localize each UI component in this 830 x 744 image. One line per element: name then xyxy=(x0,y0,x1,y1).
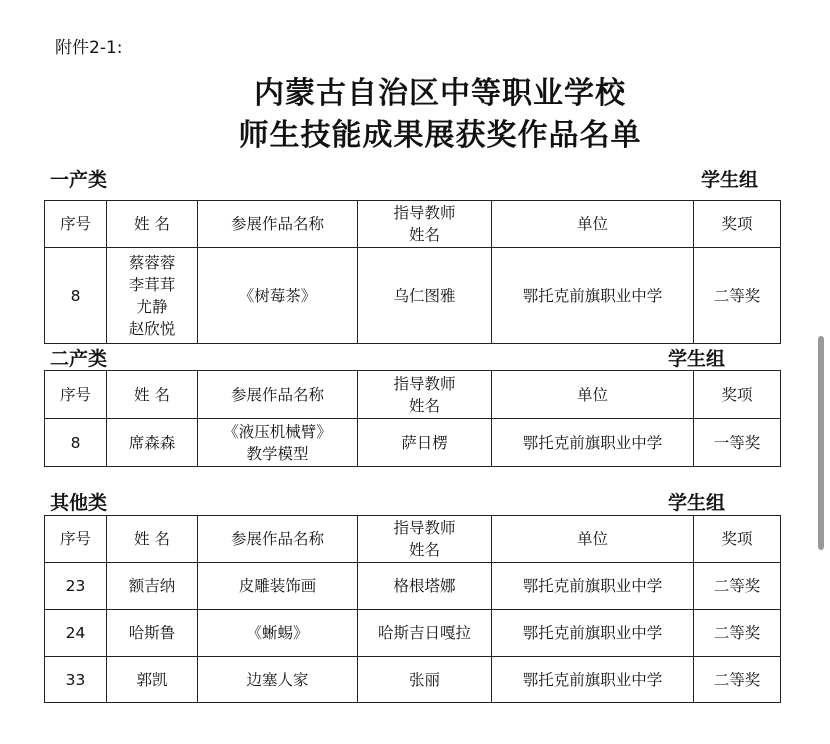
cell-teacher: 哈斯吉日嘎拉 xyxy=(358,610,492,657)
cell-award: 二等奖 xyxy=(694,563,781,610)
section-category: 二产类 xyxy=(50,348,108,370)
header-teacher xyxy=(358,516,492,563)
header-teacher xyxy=(358,201,492,248)
table-row xyxy=(45,657,781,703)
cell-work: 《树莓茶》 xyxy=(198,248,358,344)
cell-award: 二等奖 xyxy=(694,610,781,657)
table-header-row xyxy=(45,371,781,419)
attachment-label: 附件2-1: xyxy=(55,38,123,58)
table-row xyxy=(45,563,781,610)
section-group: 学生组 xyxy=(668,492,726,514)
header-no: 序号 xyxy=(45,371,107,419)
header-unit: 单位 xyxy=(492,516,694,563)
work-line: 教学模型 xyxy=(246,444,309,463)
header-teacher-line1: 指导教师 xyxy=(393,204,456,222)
cell-work: 皮雕装饰画 xyxy=(198,563,358,610)
header-work: 参展作品名称 xyxy=(198,371,358,419)
cell-unit: 鄂托克前旗职业中学 xyxy=(492,248,694,344)
title-line-1: 内蒙古自治区中等职业学校 xyxy=(254,76,626,111)
header-no: 序号 xyxy=(45,516,107,563)
header-name: 姓 名 xyxy=(107,516,198,563)
table-header-row xyxy=(45,516,781,563)
student-name: 李茸茸 xyxy=(128,275,176,294)
header-teacher-line2: 姓名 xyxy=(408,396,440,415)
header-name: 姓 名 xyxy=(107,201,198,248)
cell-award: 二等奖 xyxy=(694,657,781,703)
cell-names xyxy=(107,248,198,344)
header-teacher-line2: 姓名 xyxy=(408,226,440,244)
award-table-2 xyxy=(44,370,781,467)
header-teacher-line2: 姓名 xyxy=(408,541,440,559)
table-row xyxy=(45,610,781,657)
header-work: 参展作品名称 xyxy=(198,201,358,248)
header-teacher xyxy=(358,371,492,419)
header-unit: 单位 xyxy=(492,371,694,419)
cell-no: 23 xyxy=(45,563,107,610)
cell-award: 一等奖 xyxy=(694,419,781,467)
cell-no: 8 xyxy=(45,248,107,344)
cell-teacher: 格根塔娜 xyxy=(358,563,492,610)
cell-unit: 鄂托克前旗职业中学 xyxy=(492,563,694,610)
cell-no: 24 xyxy=(45,610,107,657)
cell-names xyxy=(107,657,198,703)
cell-work: 边塞人家 xyxy=(198,657,358,703)
student-name: 尤静 xyxy=(136,297,168,316)
cell-unit: 鄂托克前旗职业中学 xyxy=(492,610,694,657)
cell-work: 《蜥蜴》 xyxy=(198,610,358,657)
vertical-scrollbar[interactable] xyxy=(818,336,824,550)
section-category: 其他类 xyxy=(50,492,108,514)
student-name: 郭凯 xyxy=(136,670,168,689)
header-teacher-line1: 指导教师 xyxy=(393,519,456,537)
cell-teacher: 张丽 xyxy=(358,657,492,703)
header-award: 奖项 xyxy=(694,371,781,419)
table-header-row xyxy=(45,201,781,248)
cell-work xyxy=(198,419,358,467)
table-row xyxy=(45,248,781,344)
table-row xyxy=(45,419,781,467)
header-teacher-line1: 指导教师 xyxy=(393,374,456,393)
award-table-3 xyxy=(44,515,781,703)
cell-unit: 鄂托克前旗职业中学 xyxy=(492,657,694,703)
cell-no: 8 xyxy=(45,419,107,467)
student-name: 赵欣悦 xyxy=(128,319,176,338)
cell-names xyxy=(107,610,198,657)
cell-teacher: 萨日楞 xyxy=(358,419,492,467)
award-table-1 xyxy=(44,200,781,344)
section-group: 学生组 xyxy=(668,348,726,370)
header-unit: 单位 xyxy=(492,201,694,248)
cell-no: 33 xyxy=(45,657,107,703)
student-name: 席森森 xyxy=(128,433,176,452)
header-award: 奖项 xyxy=(694,201,781,248)
cell-names xyxy=(107,419,198,467)
section-group: 学生组 xyxy=(701,169,759,191)
cell-teacher: 乌仁图雅 xyxy=(358,248,492,344)
header-work: 参展作品名称 xyxy=(198,516,358,563)
cell-award: 二等奖 xyxy=(694,248,781,344)
cell-unit: 鄂托克前旗职业中学 xyxy=(492,419,694,467)
cell-names xyxy=(107,563,198,610)
section-category: 一产类 xyxy=(50,169,108,191)
student-name: 蔡蓉蓉 xyxy=(128,253,176,272)
student-name: 哈斯鲁 xyxy=(128,624,176,642)
student-name: 额吉纳 xyxy=(128,577,176,595)
header-no: 序号 xyxy=(45,201,107,248)
header-name: 姓 名 xyxy=(107,371,198,419)
work-line: 《液压机械臂》 xyxy=(223,422,332,441)
header-award: 奖项 xyxy=(694,516,781,563)
title-line-2: 师生技能成果展获奖作品名单 xyxy=(238,118,642,153)
